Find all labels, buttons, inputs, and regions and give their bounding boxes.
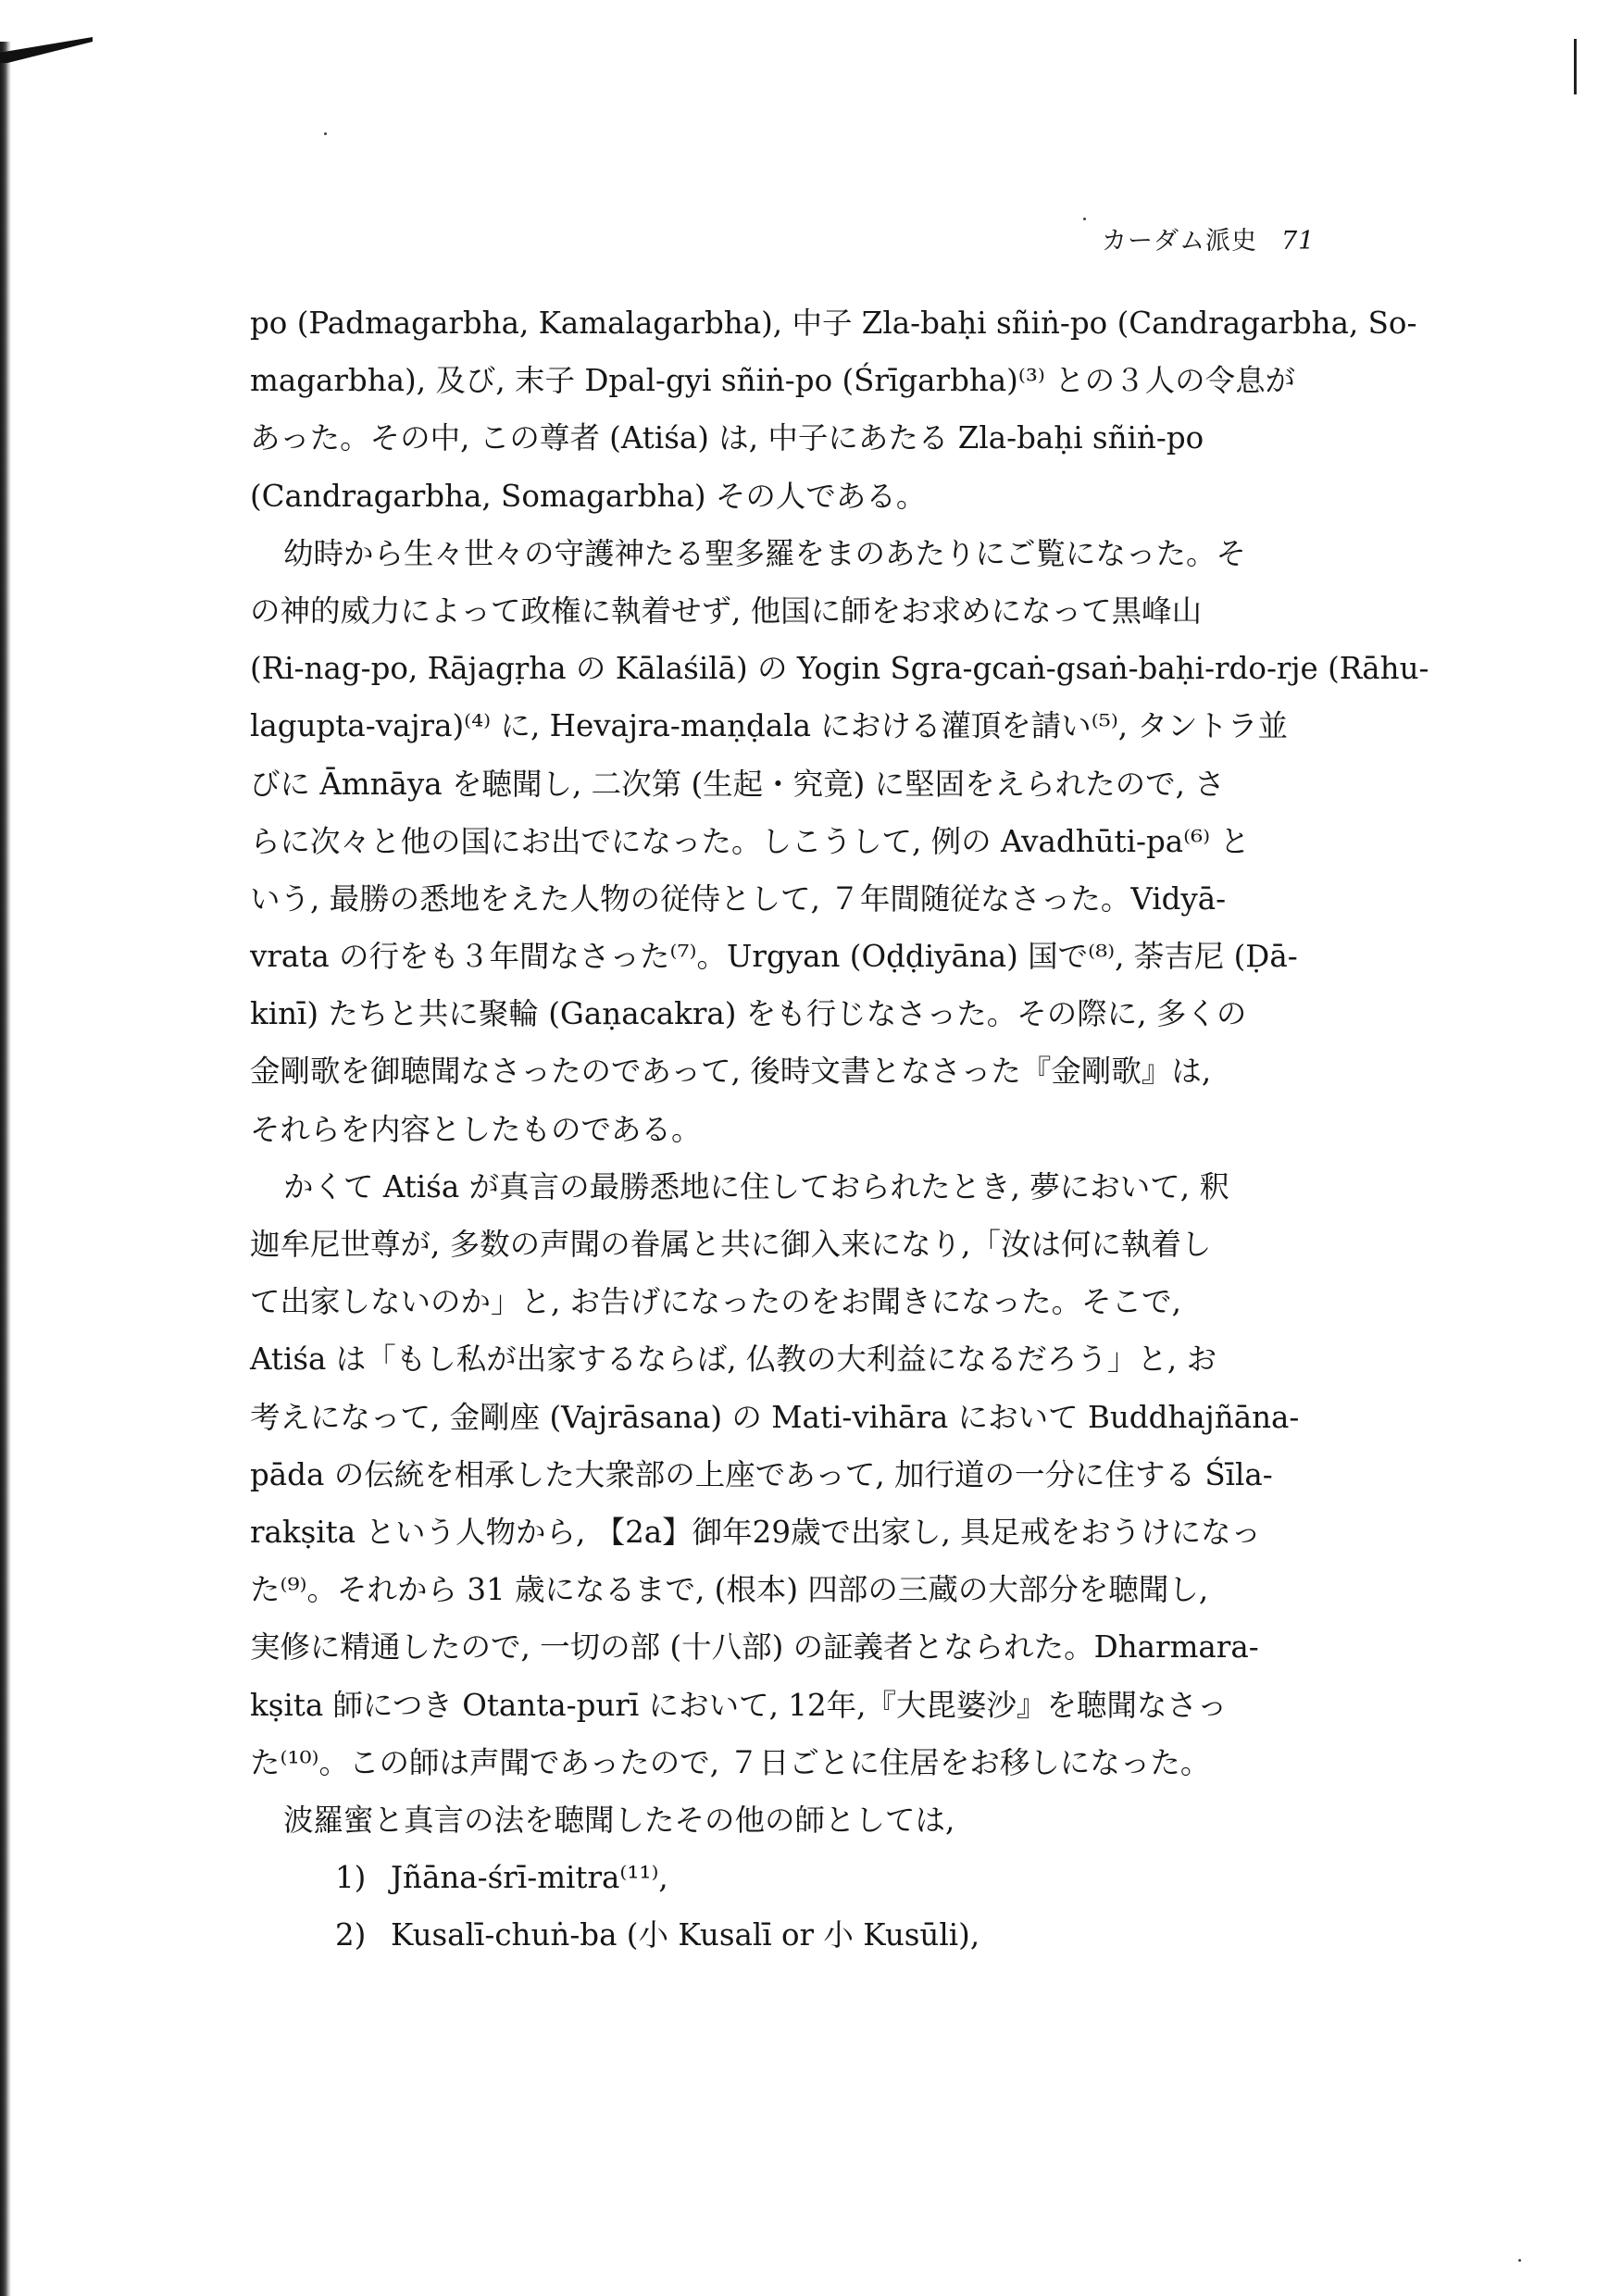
text-line: (Ri-nag-po, Rājagṛha の Kālaśilā) の Yogin Sgra-gcaṅ-gsaṅ-baḥi-rdo-rje (Rāhu- [250,651,1429,687]
text-line: Atiśa は「もし私が出家するならば, 仏教の大利益になるだろう」と, お [250,1341,1217,1378]
text-line: あった。その中, この尊者 (Atiśa) は, 中子にあたる Zla-baḥi sñiṅ-po [250,420,1204,456]
text-line: magarbha), 及び, 末子 Dpal-gyi sñiṅ-po (Śrīgarbha)⁽³⁾ との３人の令息が [250,363,1296,399]
running-head [1102,220,1379,256]
body-text [250,294,1429,1964]
text-line: 迦牟尼世尊が, 多数の声聞の眷属と共に御入来になり,「汝は何に執着し [250,1227,1212,1262]
list-item [250,1849,1379,1906]
text-line: た⁽⁹⁾。それから 31 歳になるまで, (根本) 四部の三蔵の大部分を聴聞し, [250,1572,1209,1608]
text-line: た⁽¹⁰⁾。この師は声聞であったので, ７日ごとに住居をお移しになった。 [250,1744,1211,1780]
text-line: て出家しないのか」と, お告げになったのをお聞きになった。そこで, [250,1284,1181,1320]
text-line: kṣita 師につき Otanta-purī において, 12年,『大毘婆沙』を聴聞なさっ [250,1687,1228,1723]
text-line: それらを内容としたものである。 [250,1111,702,1147]
list-item [250,1906,1379,1964]
scan-corner-mark [0,37,93,63]
text-line: らに次々と他の国にお出でになった。しこうして, 例の Avadhūti-pa⁽⁶⁾ と [250,823,1250,859]
text-line: vrata の行をも３年間なさった⁽⁷⁾。Urgyan (Oḍḍiyāna) 国で⁽⁸⁾, 荼吉尼 (Ḍā- [250,939,1298,975]
text-line: po (Padmagarbha, Kamalagarbha), 中子 Zla-baḥi sñiṅ-po (Candragarbha, So- [250,306,1417,341]
scan-speck [1518,2259,1521,2262]
text-line: びに Āmnāya を聴聞し, 二次第 (生起・究竟) に堅固をえられたので, さ [250,766,1225,802]
text-line: (Candragarbha, Somagarbha) その人である。 [250,478,927,514]
list-item-text: Kusalī-chuṅ-ba (小 Kusalī or 小 Kusūli), [391,1917,980,1953]
list-item-text: Jñāna-śrī-mitra⁽¹¹⁾, [391,1860,668,1896]
list-item-number: 2) [335,1917,367,1953]
scan-right-mark [1574,39,1577,94]
list-item-number: 1) [335,1860,367,1896]
text-line: kinī) たちと共に聚輪 (Gaṇacakra) をも行じなさった。その際に, 多くの [250,996,1247,1032]
paragraph-start-line: かくて Atiśa が真言の最勝悉地に住しておられたとき, 夢において, 釈 [283,1168,1229,1204]
page-number: 71 [1281,227,1316,256]
text-line: 実修に精通したので, 一切の部 (十八部) の証義者となられた。Dharmara- [250,1629,1259,1666]
text-line: rakṣita という人物から, 【2a】御年29歳で出家し, 具足戒をおうけになっ [250,1514,1262,1550]
text-line: 考えになって, 金剛座 (Vajrāsana) の Mati-vihāra において Buddhajñāna- [250,1399,1300,1435]
text-line: pāda の伝統を相承した大衆部の上座であって, 加行道の一分に住する Śīla- [250,1456,1273,1492]
paragraph-start-line: 幼時から生々世々の守護神たる聖多羅をまのあたりにご覧になった。そ [283,535,1247,571]
text-line: いう, 最勝の悉地をえた人物の従侍として, ７年間随従なさった。Vidyā- [250,880,1227,917]
scan-speck [1083,218,1086,220]
scan-shadow-edge [0,42,11,2296]
paragraph-start-line: 波羅蜜と真言の法を聴聞したその他の師としては, [283,1802,955,1838]
scan-speck [324,132,327,135]
text-line: 金剛歌を御聴聞なさったのであって, 後時文書となさった『金剛歌』は, [250,1054,1212,1090]
text-line: lagupta-vajra)⁽⁴⁾ に, Hevajra-maṇḍala における灌頂を請い⁽⁵⁾, タントラ並 [250,708,1288,744]
running-head-title: カーダム派史 [1102,227,1257,256]
text-line: の神的威力によって政権に執着せず, 他国に師をお求めになって黒峰山 [250,593,1203,629]
